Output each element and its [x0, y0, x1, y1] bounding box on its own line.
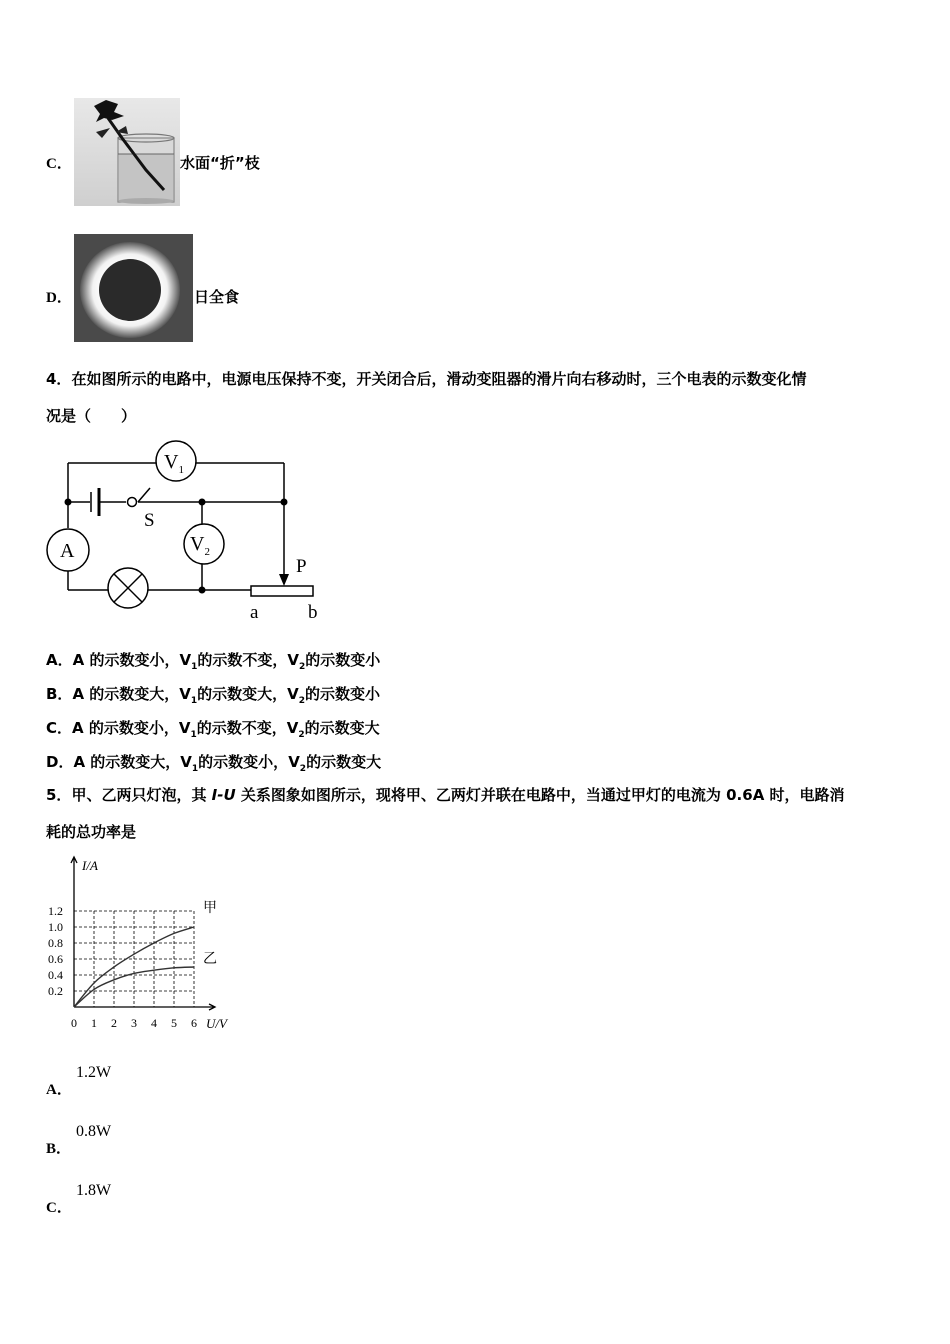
rheostat-end-a-label: a: [250, 602, 259, 623]
q4-text: 在如图所示的电路中，电源电压保持不变，开关闭合后，滑动变阻器的滑片向右移动时，三个电表的示数变化情: [71, 370, 807, 388]
q5-option-a-label: A．: [46, 1082, 72, 1098]
q4-option-a[interactable]: A．A 的示数变小，$V_1$的示数不变，$V_2$的示数变小: [46, 651, 381, 672]
x-tick-label: 2: [111, 1016, 117, 1030]
slider-p-label: P: [296, 556, 307, 577]
x-tick-label: 0: [71, 1016, 77, 1030]
q4-text-line1: [46, 361, 916, 398]
q5-option-c-label: C．: [46, 1200, 72, 1216]
x-axis-label: U/V: [206, 1016, 227, 1031]
switch-label: S: [144, 510, 155, 531]
iu-chart: [44, 852, 244, 1034]
x-tick-label: 4: [151, 1016, 157, 1030]
y-tick-label: 0.8: [48, 936, 63, 950]
q3-option-d-caption: 日全食: [194, 288, 240, 306]
q5-text-line1: 5．甲、乙两只灯泡，其 I-U 关系图象如图所示，现将甲、乙两灯并联在电路中，当通过甲灯的电流为 0.6A 时，电路消: [46, 786, 845, 804]
legend-yi: 乙: [203, 952, 217, 967]
q5-option-b-value[interactable]: 0.8W: [76, 1123, 112, 1140]
y-tick-label: 1.0: [48, 920, 63, 934]
rheostat-end-b-label: b: [308, 602, 318, 623]
q5-text-line2: 耗的总功率是: [46, 823, 137, 841]
y-tick-label: 0.6: [48, 952, 63, 966]
branch-in-water-image: [74, 98, 180, 206]
iu-symbol: I-U: [211, 786, 236, 804]
y-tick-label: 0.2: [48, 984, 63, 998]
q3-option-d-label: D．: [46, 290, 72, 306]
x-tick-label: 3: [131, 1016, 137, 1030]
y-tick-label: 1.2: [48, 904, 63, 918]
v1-meter-label: $V_1$: [164, 451, 184, 476]
q4-circuit-diagram: [44, 440, 334, 625]
x-tick-label: 5: [171, 1016, 177, 1030]
q4-option-c[interactable]: C．A 的示数变小，$V_1$的示数不变，$V_2$的示数变大: [46, 719, 380, 740]
v2-meter-label: $V_2$: [190, 533, 210, 558]
q5-option-a-value[interactable]: 1.2W: [76, 1064, 112, 1081]
y-tick-label: 0.4: [48, 968, 63, 982]
q5-option-c-value[interactable]: 1.8W: [76, 1182, 112, 1199]
q3-option-c-caption: 水面“折”枝: [180, 154, 260, 172]
q4-number: 4．: [46, 370, 72, 388]
solar-eclipse-image: [74, 234, 193, 342]
q5-option-b-label: B．: [46, 1141, 72, 1157]
q4-option-d[interactable]: D．A 的示数变大，$V_1$的示数变小，$V_2$的示数变大: [46, 753, 382, 774]
ammeter-label: A: [60, 540, 75, 562]
x-tick-label: 1: [91, 1016, 97, 1030]
legend-jia: 甲: [203, 901, 217, 916]
q3-option-c-label: C．: [46, 156, 72, 172]
q4-text-line2: 况是（ ）: [46, 407, 137, 425]
q5-number: 5．: [46, 786, 72, 804]
q4-option-b[interactable]: B．A 的示数变大，$V_1$的示数变大，$V_2$的示数变小: [46, 685, 381, 706]
y-axis-label: I/A: [82, 858, 98, 873]
x-tick-label: 6: [191, 1016, 197, 1030]
